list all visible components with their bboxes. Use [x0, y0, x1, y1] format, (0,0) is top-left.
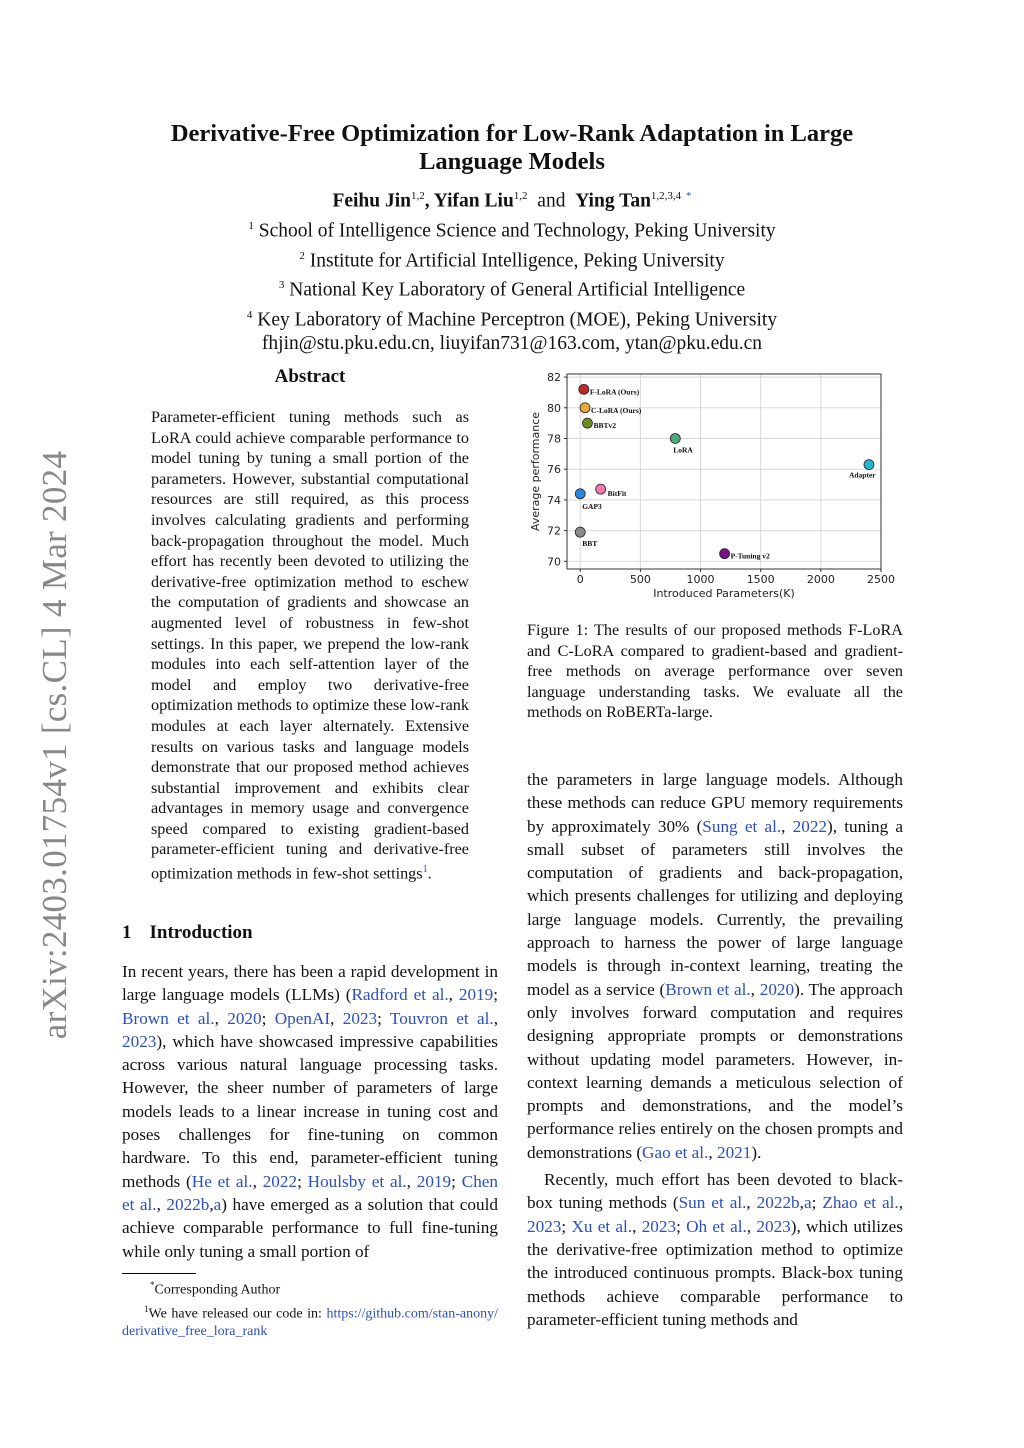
- abstract-text: [151, 407, 469, 884]
- citation-link[interactable]: a: [213, 1194, 222, 1214]
- citation-link[interactable]: Touvron et al.: [389, 1008, 494, 1028]
- citation-link[interactable]: 2020: [759, 979, 795, 999]
- affiliation: [0, 273, 1024, 303]
- data-point: [670, 433, 680, 443]
- citation-link[interactable]: 2021: [716, 1142, 752, 1162]
- abstract-heading: Abstract: [274, 366, 346, 387]
- citation-link[interactable]: Houlsby et al.: [307, 1171, 407, 1191]
- citation-link[interactable]: Chen et al.: [122, 1171, 499, 1214]
- text-segment: ), tuning a small subset of parameters still involves the computation of gradients and back-propagation, which presents challenges for utilizing and deploying large language models. Currently, the prevailing approach to harness the power of large language models is through in-context learning, treating the model as a service (: [527, 816, 903, 999]
- point-label: BBTv2: [593, 421, 616, 431]
- text-segment: ,: [448, 985, 459, 1005]
- x-axis-label: Introduced Parameters(K): [653, 587, 795, 600]
- abstract-end: .: [427, 864, 432, 883]
- emails: fhjin@stu.pku.edu.cn, liuyifan731@163.com, ytan@pku.edu.cn: [261, 333, 763, 354]
- citation-link[interactable]: 2019: [416, 1171, 452, 1191]
- affiliation-text: Key Laboratory of Machine Perceptron (MOE), Peking University: [257, 309, 778, 330]
- footnotes: [122, 1276, 498, 1341]
- affiliation-sup: 4: [246, 308, 253, 321]
- text-segment: ,: [746, 1216, 757, 1236]
- text-segment: ;: [811, 1193, 823, 1213]
- footnote-code-text: We have released our code in:: [148, 1306, 327, 1322]
- point-label: LoRA: [673, 445, 693, 455]
- data-point: [575, 527, 585, 537]
- citation-link[interactable]: Gao et al.: [642, 1142, 709, 1162]
- citation-link[interactable]: 2022: [262, 1171, 298, 1191]
- text-segment: ,: [330, 1008, 343, 1028]
- affiliation-text: National Key Laboratory of General Artificial Intelligence: [289, 279, 746, 301]
- intro-right: [527, 768, 903, 1331]
- data-point: [580, 403, 590, 413]
- author-sup: 1,2: [513, 190, 528, 202]
- y-tick-label: 70: [547, 555, 561, 569]
- citation-link[interactable]: a: [803, 1193, 812, 1213]
- affiliation: [0, 303, 1024, 333]
- affiliation-sup: 2: [299, 249, 305, 262]
- affiliation-text: School of Intelligence Science and Technology, Peking University: [258, 220, 776, 242]
- point-label: GAP3: [582, 501, 602, 511]
- abstract-body: Parameter-efficient tuning methods such as LoRA could achieve comparable performance to model tuning by tuning a small portion of the parameters. However, substantial computational resources are still required, as this process involves calculating gradients and performing back-propagation throughout the model. Much effort has recently been devoted to utilizing the derivative-free optimization method to eschew the computation of gradients and showcase an augmented level of robustness in few-shot settings. In this paper, we prepend the low-rank modules into each self-attention layer of the model and employ two derivative-free optimization methods to optimize these low-rank modules at each layer alternately. Extensive results on various tasks and language models demonstrate that our proposed method achieves substantial improvement and exhibits clear advantages in memory usage and convergence speed compared to existing gradient-based parameter-efficient tuning and derivative-free optimization methods in few-shot settings: [151, 408, 469, 883]
- text-segment: Recently, much effort has been devoted to black-box tuning methods (: [527, 1170, 903, 1213]
- text-segment: ,: [252, 1171, 263, 1191]
- intro-right-paragraph: [527, 768, 903, 1164]
- text-segment: ,: [214, 1008, 228, 1028]
- text-segment: ,: [708, 1142, 717, 1162]
- citation-link[interactable]: 2020: [227, 1008, 262, 1028]
- citation-link[interactable]: Brown et al.: [122, 1008, 215, 1028]
- x-tick-label: 1000: [686, 573, 715, 586]
- text-segment: ,: [750, 979, 760, 999]
- section-heading: [122, 922, 271, 944]
- citation-link[interactable]: Xu et al.: [571, 1216, 633, 1236]
- citation-link[interactable]: Brown et al.: [665, 979, 751, 999]
- citation-link[interactable]: 2023: [342, 1008, 378, 1028]
- y-tick-label: 76: [547, 463, 561, 477]
- figure-caption: Figure 1: The results of our proposed methods F-LoRA and C-LoRA compared to gradient-based and gradient-free methods on average performance over seven language understanding tasks. We evaluate all the methods on RoBERTa-large.: [527, 621, 903, 722]
- citation-link[interactable]: Oh et al.: [686, 1216, 747, 1236]
- citation-link[interactable]: 2023: [641, 1216, 677, 1236]
- data-point: [596, 484, 606, 494]
- footnote-corresponding: Corresponding Author: [154, 1282, 281, 1298]
- text-segment: ;: [561, 1216, 572, 1236]
- text-segment: ,: [781, 816, 793, 836]
- citation-link[interactable]: Sung et al.: [702, 816, 782, 836]
- citation-link[interactable]: Zhao et al.: [822, 1193, 899, 1213]
- paper-title: Derivative-Free Optimization for Low-Rank Adaptation in Large Language Models: [170, 120, 854, 175]
- author-sep: ,: [424, 190, 434, 212]
- citation-link[interactable]: OpenAI: [274, 1008, 331, 1028]
- point-label: BBT: [582, 539, 598, 549]
- authors: [0, 190, 1024, 213]
- scatter-chart: [527, 365, 907, 605]
- citation-link[interactable]: He et al.: [191, 1171, 253, 1191]
- point-label: F-LoRA (Ours): [589, 387, 640, 397]
- corresponding-mark[interactable]: *: [686, 190, 692, 202]
- citation-link[interactable]: 2023: [756, 1216, 791, 1236]
- data-point: [582, 418, 592, 428]
- data-point: [575, 489, 585, 499]
- footnote-mark: *: [150, 1280, 155, 1290]
- x-tick-label: 0: [576, 573, 584, 586]
- affiliation: [0, 244, 1024, 274]
- y-tick-label: 74: [547, 493, 561, 507]
- text-segment: ,: [746, 1193, 757, 1213]
- data-point: [720, 549, 730, 559]
- data-point: [579, 384, 589, 394]
- text-segment: ,: [898, 1193, 903, 1213]
- text-segment: ). The approach only involves forward computation and requires designing appropriate prompts or demonstrations without updating model parameters. However, in-context learning demands a meticulous selection of prompts and demonstrations, and the model’s performance relies entirely on the chosen prompts and demonstrations (: [527, 979, 903, 1162]
- y-tick-label: 82: [547, 371, 561, 385]
- text-segment: ,: [632, 1216, 642, 1236]
- citation-link[interactable]: Sun et al.: [678, 1193, 747, 1213]
- x-tick-label: 2000: [806, 573, 835, 586]
- point-label: BitFit: [607, 489, 627, 499]
- text-segment: the parameters in large language models. Although these methods can reduce GPU memory requirements by approximately 30% (: [527, 770, 903, 836]
- code-link[interactable]: https://github.com/stan-anony/derivative_free_lora_rank: [122, 1306, 498, 1340]
- data-point: [864, 460, 874, 470]
- text-segment: ,: [406, 1171, 417, 1191]
- text-segment: ,: [493, 1008, 498, 1028]
- intro-right-paragraph: [527, 1168, 903, 1331]
- citation-link[interactable]: Radford et al.: [351, 985, 449, 1005]
- footnote-link[interactable]: 1: [422, 864, 428, 876]
- text-segment: ) have emerged as a solution that could achieve comparable performance to full fine-tuning while only tuning a small portion of: [122, 1194, 498, 1261]
- y-tick-label: 78: [547, 432, 561, 446]
- text-segment: ,: [209, 1194, 214, 1214]
- text-segment: ;: [261, 1008, 275, 1028]
- text-segment: In recent years, there has been a rapid development in large language models (LLMs) (: [122, 962, 498, 1005]
- x-tick-label: 500: [629, 573, 651, 586]
- footnote-mark: 1: [144, 1303, 149, 1314]
- author-and: and: [537, 190, 566, 212]
- text-segment: ), which utilizes the derivative-free optimization method to optimize the introduced continuous prompts. Black-box tuning methods achieve comparable performance to parameter-efficient tuning methods and: [527, 1216, 903, 1329]
- citation-link[interactable]: 2023: [122, 1031, 157, 1051]
- text-segment: ;: [493, 985, 498, 1005]
- intro-left-paragraph: [122, 960, 498, 1263]
- x-tick-label: 1500: [746, 573, 775, 586]
- citation-link[interactable]: 2023: [527, 1216, 562, 1236]
- author-sup: 1,2: [411, 190, 425, 202]
- text-segment: ,: [799, 1193, 804, 1213]
- text-segment: ;: [297, 1171, 308, 1191]
- text-segment: ,: [156, 1194, 167, 1214]
- point-label: Adapter: [848, 470, 876, 480]
- y-axis-label: Average performance: [529, 411, 542, 532]
- text-segment: ), which have showcased impressive capabilities across various natural language processing tasks. However, the sheer number of parameters of large models leads to a linear increase in tuning cost and poses challenges for fine-tuning on common hardware. To this end, parameter-efficient tuning methods (: [122, 1031, 498, 1191]
- section-title: Introduction: [149, 922, 253, 943]
- plot-frame: [567, 374, 881, 569]
- affiliations: [0, 214, 1024, 356]
- point-label: C-LoRA (Ours): [591, 405, 642, 415]
- text-segment: ;: [377, 1008, 390, 1028]
- section-number: 1: [122, 922, 132, 943]
- affiliation: [0, 214, 1024, 244]
- citation-link[interactable]: 2022b: [756, 1193, 800, 1213]
- affiliation-sup: 1: [248, 220, 254, 232]
- x-tick-label: 2500: [867, 573, 895, 586]
- affiliation-text: Institute for Artificial Intelligence, Peking University: [309, 250, 725, 271]
- footnote-rule: [122, 1273, 196, 1274]
- citation-link[interactable]: 2019: [458, 985, 494, 1005]
- y-tick-label: 80: [547, 401, 561, 415]
- text-segment: ;: [676, 1216, 687, 1236]
- citation-link[interactable]: 2022: [792, 816, 828, 836]
- y-tick-label: 72: [547, 524, 561, 538]
- point-label: P-Tuning v2: [730, 551, 770, 561]
- author-name: Feihu Jin: [332, 190, 411, 212]
- author-sup: 1,2,3,4: [650, 190, 682, 202]
- author-name: Yifan Liu: [433, 190, 514, 212]
- text-segment: ;: [451, 1171, 462, 1191]
- citation-link[interactable]: 2022b: [166, 1194, 210, 1214]
- author-name: Ying Tan: [575, 190, 651, 212]
- text-segment: ).: [751, 1142, 762, 1162]
- arxiv-identifier: arXiv:2403.01754v1 [cs.CL] 4 Mar 2024: [35, 450, 74, 1040]
- affiliation-sup: 3: [278, 279, 285, 291]
